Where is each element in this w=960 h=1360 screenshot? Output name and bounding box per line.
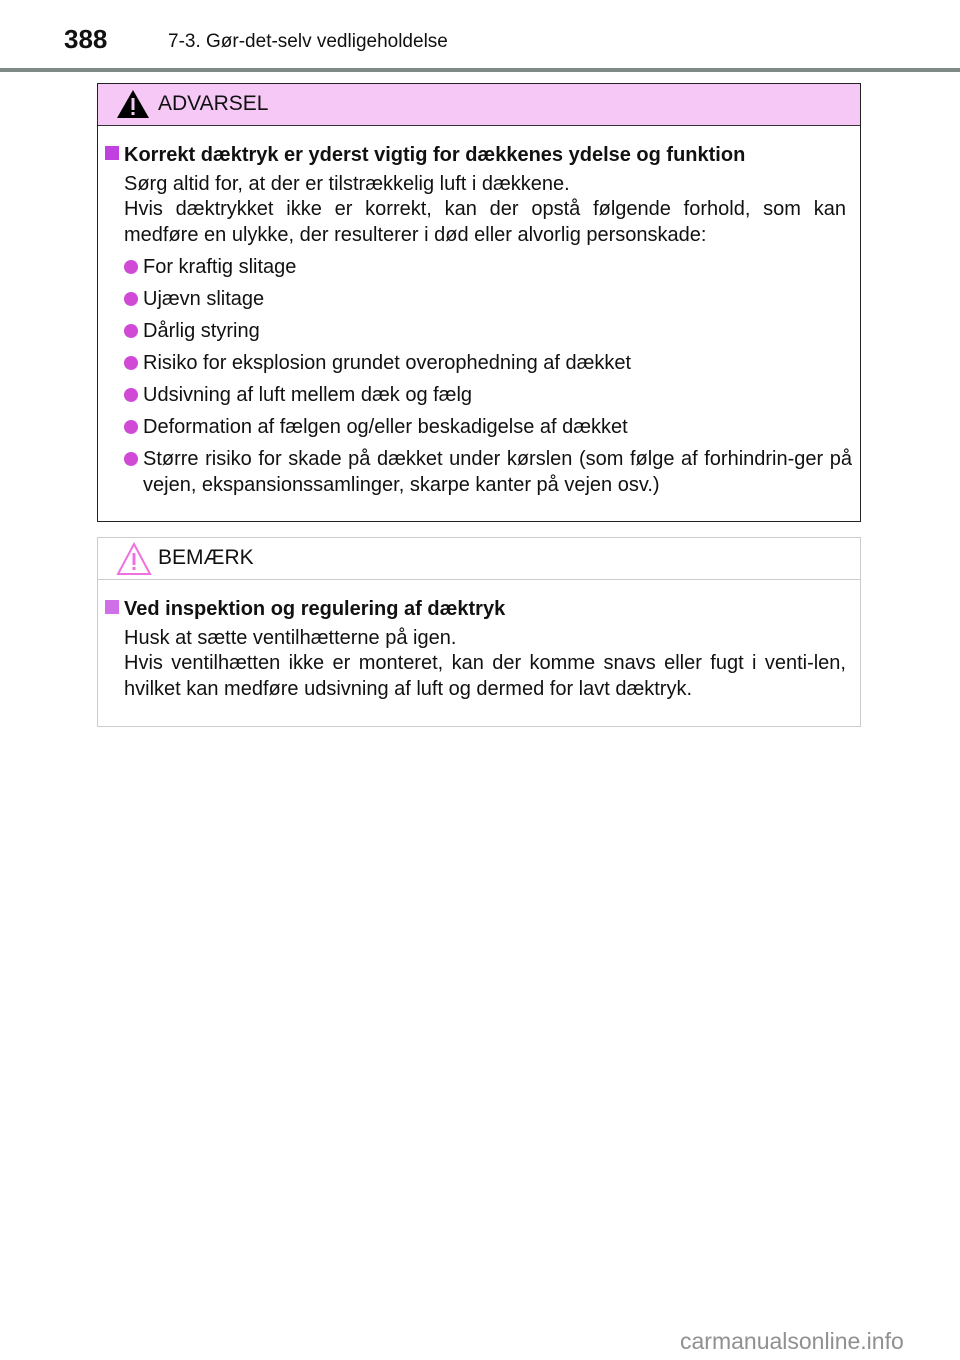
list-item: For kraftig slitage [124, 254, 852, 280]
list-item: Dårlig styring [124, 318, 852, 344]
list-item: Udsivning af luft mellem dæk og fælg [124, 382, 852, 408]
warning-icon [116, 88, 150, 120]
section-title: 7-3. Gør-det-selv vedligeholdelse [168, 31, 448, 52]
caution-icon [116, 542, 152, 576]
notice-box [97, 537, 861, 727]
list-item: Større risiko for skade på dækket under kørslen (som følge af forhindrin-ger på vejen, ekspansionssamlinger, skarpe kanter på vejen osv.) [124, 446, 852, 498]
notice-header [98, 538, 860, 580]
page-header [0, 0, 960, 72]
list-item: Risiko for eksplosion grundet overophedning af dækket [124, 350, 852, 376]
warning-title: ADVARSEL [158, 92, 269, 115]
warning-paragraph: Hvis dæktrykket ikke er korrekt, kan der opstå følgende forhold, som kan medføre en ulykke, der resulterer i død eller alvorlig personskade: [124, 198, 846, 246]
notice-heading: Ved inspektion og regulering af dæktryk [105, 598, 505, 621]
warning-header [98, 84, 860, 126]
notice-title: BEMÆRK [158, 546, 254, 569]
square-bullet-icon [105, 600, 119, 614]
warning-box [97, 83, 861, 522]
square-bullet-icon [105, 146, 119, 160]
page-number: 388 [64, 24, 108, 54]
warning-paragraph: Sørg altid for, at der er tilstrækkelig luft i dækkene. [124, 173, 570, 195]
watermark: carmanualsonline.info [680, 1328, 904, 1354]
list-item: Ujævn slitage [124, 286, 852, 312]
notice-paragraph: Hvis ventilhætten ikke er monteret, kan der komme snavs eller fugt i venti-len, hvilket kan medføre udsivning af luft og dermed for lavt dæktryk. [124, 652, 846, 700]
notice-paragraph: Husk at sætte ventilhætterne på igen. [124, 627, 457, 649]
warning-heading: Korrekt dæktryk er yderst vigtig for dækkenes ydelse og funktion [105, 144, 745, 167]
list-item: Deformation af fælgen og/eller beskadigelse af dækket [124, 414, 852, 440]
